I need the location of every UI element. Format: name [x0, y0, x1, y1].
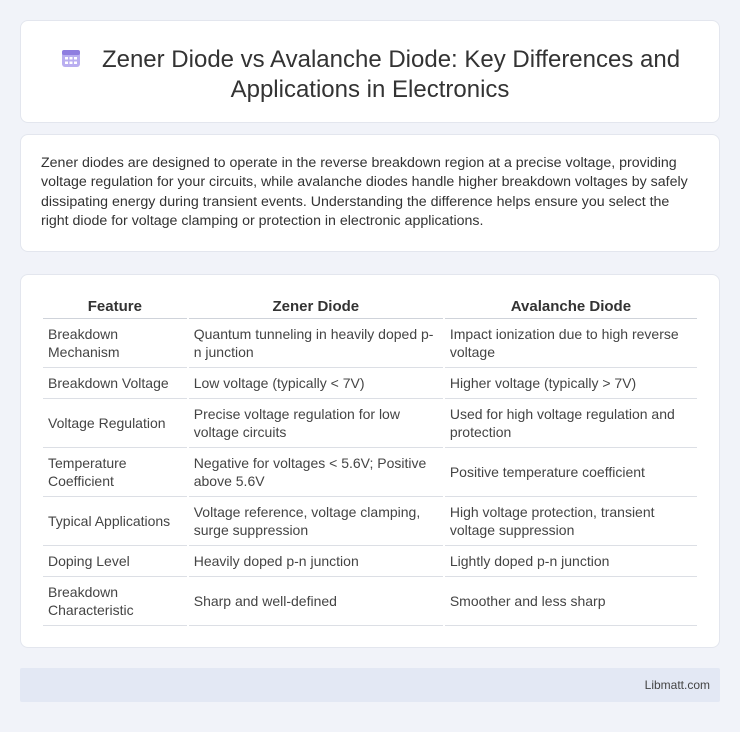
- cell-zener: Negative for voltages < 5.6V; Positive above 5.6V: [189, 448, 443, 497]
- cell-zener: Precise voltage regulation for low voltage circuits: [189, 399, 443, 448]
- cell-feature: Breakdown Characteristic: [43, 577, 187, 626]
- header-card: [20, 20, 720, 123]
- table-row: [43, 368, 697, 399]
- cell-feature: Temperature Coefficient: [43, 448, 187, 497]
- header-avalanche: Avalanche Diode: [445, 297, 697, 319]
- table-header-row: [43, 297, 697, 319]
- table-row: [43, 546, 697, 577]
- page-title: Zener Diode vs Avalanche Diode: Key Differences and Applications in Electronics: [101, 46, 681, 103]
- cell-avalanche: Impact ionization due to high reverse voltage: [445, 319, 697, 368]
- header-feature: Feature: [43, 297, 187, 319]
- table-row: [43, 399, 697, 448]
- cell-avalanche: Positive temperature coefficient: [445, 448, 697, 497]
- table-row: [43, 497, 697, 546]
- cell-feature: Doping Level: [43, 546, 187, 577]
- cell-avalanche: Smoother and less sharp: [445, 577, 697, 626]
- table-row: [43, 448, 697, 497]
- intro-paragraph: Zener diodes are designed to operate in the reverse breakdown region at a precise voltage, providing voltage regulation for your circuits, while avalanche diodes handle higher breakdown voltages by safely dissipating energy during transient events. Understanding the difference helps ensure you select the right diode for voltage clamping or protection in electronic applications.: [41, 155, 688, 230]
- cell-zener: Quantum tunneling in heavily doped p-n junction: [189, 319, 443, 368]
- cell-zener: Heavily doped p-n junction: [189, 546, 443, 577]
- comparison-table: [41, 297, 699, 626]
- header-zener: Zener Diode: [189, 297, 443, 319]
- cell-feature: Typical Applications: [43, 497, 187, 546]
- cell-avalanche: High voltage protection, transient voltage suppression: [445, 497, 697, 546]
- cell-zener: Sharp and well-defined: [189, 577, 443, 626]
- footer: [20, 668, 720, 702]
- cell-avalanche: Higher voltage (typically > 7V): [445, 368, 697, 399]
- comparison-card: [20, 274, 720, 648]
- cell-zener: Low voltage (typically < 7V): [189, 368, 443, 399]
- table-row: [43, 319, 697, 368]
- cell-feature: Voltage Regulation: [43, 399, 187, 448]
- intro-card: [20, 134, 720, 252]
- table-row: [43, 577, 697, 626]
- cell-zener: Voltage reference, voltage clamping, surge suppression: [189, 497, 443, 546]
- cell-feature: Breakdown Mechanism: [43, 319, 187, 368]
- cell-avalanche: Lightly doped p-n junction: [445, 546, 697, 577]
- cell-feature: Breakdown Voltage: [43, 368, 187, 399]
- cell-avalanche: Used for high voltage regulation and protection: [445, 399, 697, 448]
- calendar-grid-icon: [60, 47, 82, 69]
- footer-site-link[interactable]: Libmatt.com: [644, 678, 710, 692]
- page-title-wrap: [21, 45, 719, 105]
